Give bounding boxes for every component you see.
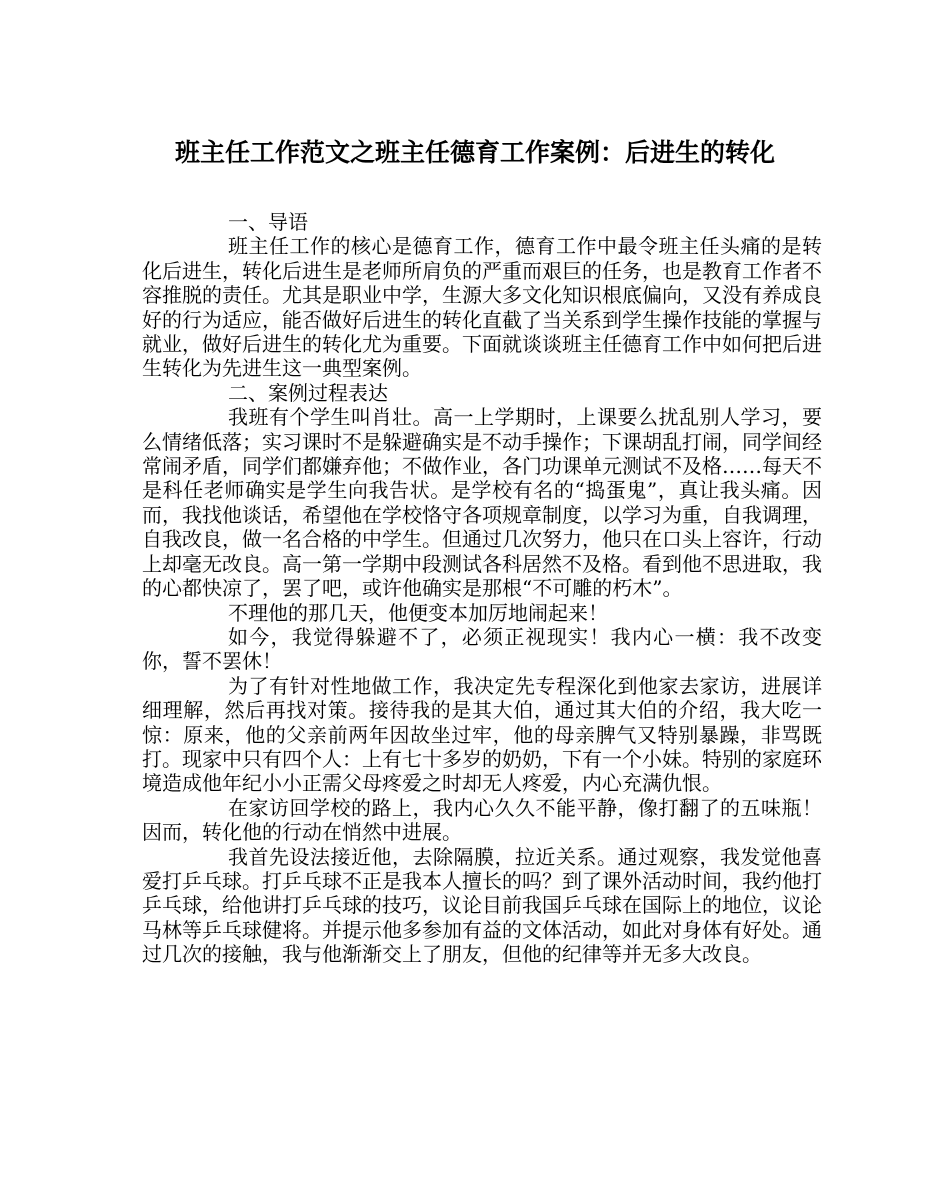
case-paragraph: 为了有针对性地做工作，我决定先专程深化到他家去家访，进展详细理解，然后再找对策。接待我的是其大伯，通过其大伯的介绍，我大吃一惊：原来，他的父亲前两年因故坐过牢，他的母亲脾气又特别暴躁，非骂既打。现家中只有四个人：上有七十多岁的奶奶，下有一个小妹。特别的家庭环境造成他年纪小小正需父母疼爱之时却无人疼爱，内心充满仇恨。 [142, 673, 822, 796]
case-paragraph: 我首先设法接近他，去除隔膜，拉近关系。通过观察，我发觉他喜爱打乒乓球。打乒乓球不正是我本人擅长的吗？到了课外活动时间，我约他打乒乓球，给他讲打乒乓球的技巧，议论目前我国乒乓球在国际上的地位，议论马林等乒乓球健将。并提示他多参加有益的文体活动，如此对身体有好处。通过几次的接触，我与他渐渐交上了朋友，但他的纪律等并无多大改良。 [142, 844, 822, 967]
case-paragraph: 不理他的那几天，他便变本加厉地闹起来！ [228, 600, 608, 625]
case-paragraph: 如今，我觉得躲避不了，必须正视现实！我内心一横：我不改变你，誓不罢休！ [142, 624, 822, 674]
case-paragraph: 在家访回学校的路上，我内心久久不能平静，像打翻了的五味瓶！因而，转化他的行动在悄然中进展。 [142, 795, 822, 845]
section-heading-case: 二、案例过程表达 [228, 380, 388, 405]
section-heading-intro: 一、导语 [228, 210, 308, 234]
document-body [142, 210, 822, 967]
document-title: 班主任工作范文之班主任德育工作案例：后进生的转化 [174, 138, 775, 167]
case-paragraph: 我班有个学生叫肖壮。高一上学期时，上课要么扰乱别人学习，要么情绪低落；实习课时不是躲避确实是不动手操作；下课胡乱打闹，同学间经常闹矛盾，同学们都嫌弃他；不做作业，各门功课单元测试不及格……每天不是科任老师确实是学生向我告状。是学校有名的“捣蛋鬼”，真让我头痛。因而，我找他谈话，希望他在学校恪守各项规章制度，以学习为重，自我调理，自我改良，做一名合格的中学生。但通过几次努力，他只在口头上容许，行动上却毫无改良。高一第一学期中段测试各科居然不及格。看到他不思进取，我的心都快凉了，罢了吧，或许他确实是那根“不可雕的朽木”。 [142, 405, 822, 601]
intro-paragraph: 班主任工作的核心是德育工作，德育工作中最令班主任头痛的是转化后进生，转化后进生是老师所肩负的严重而艰巨的任务，也是教育工作者不容推脱的责任。尤其是职业中学，生源大多文化知识根底偏向，又没有养成良好的行为适应，能否做好后进生的转化直截了当关系到学生操作技能的掌握与就业，做好后进生的转化尤为重要。下面就谈谈班主任德育工作中如何把后进生转化为先进生这一典型案例。 [142, 234, 822, 381]
